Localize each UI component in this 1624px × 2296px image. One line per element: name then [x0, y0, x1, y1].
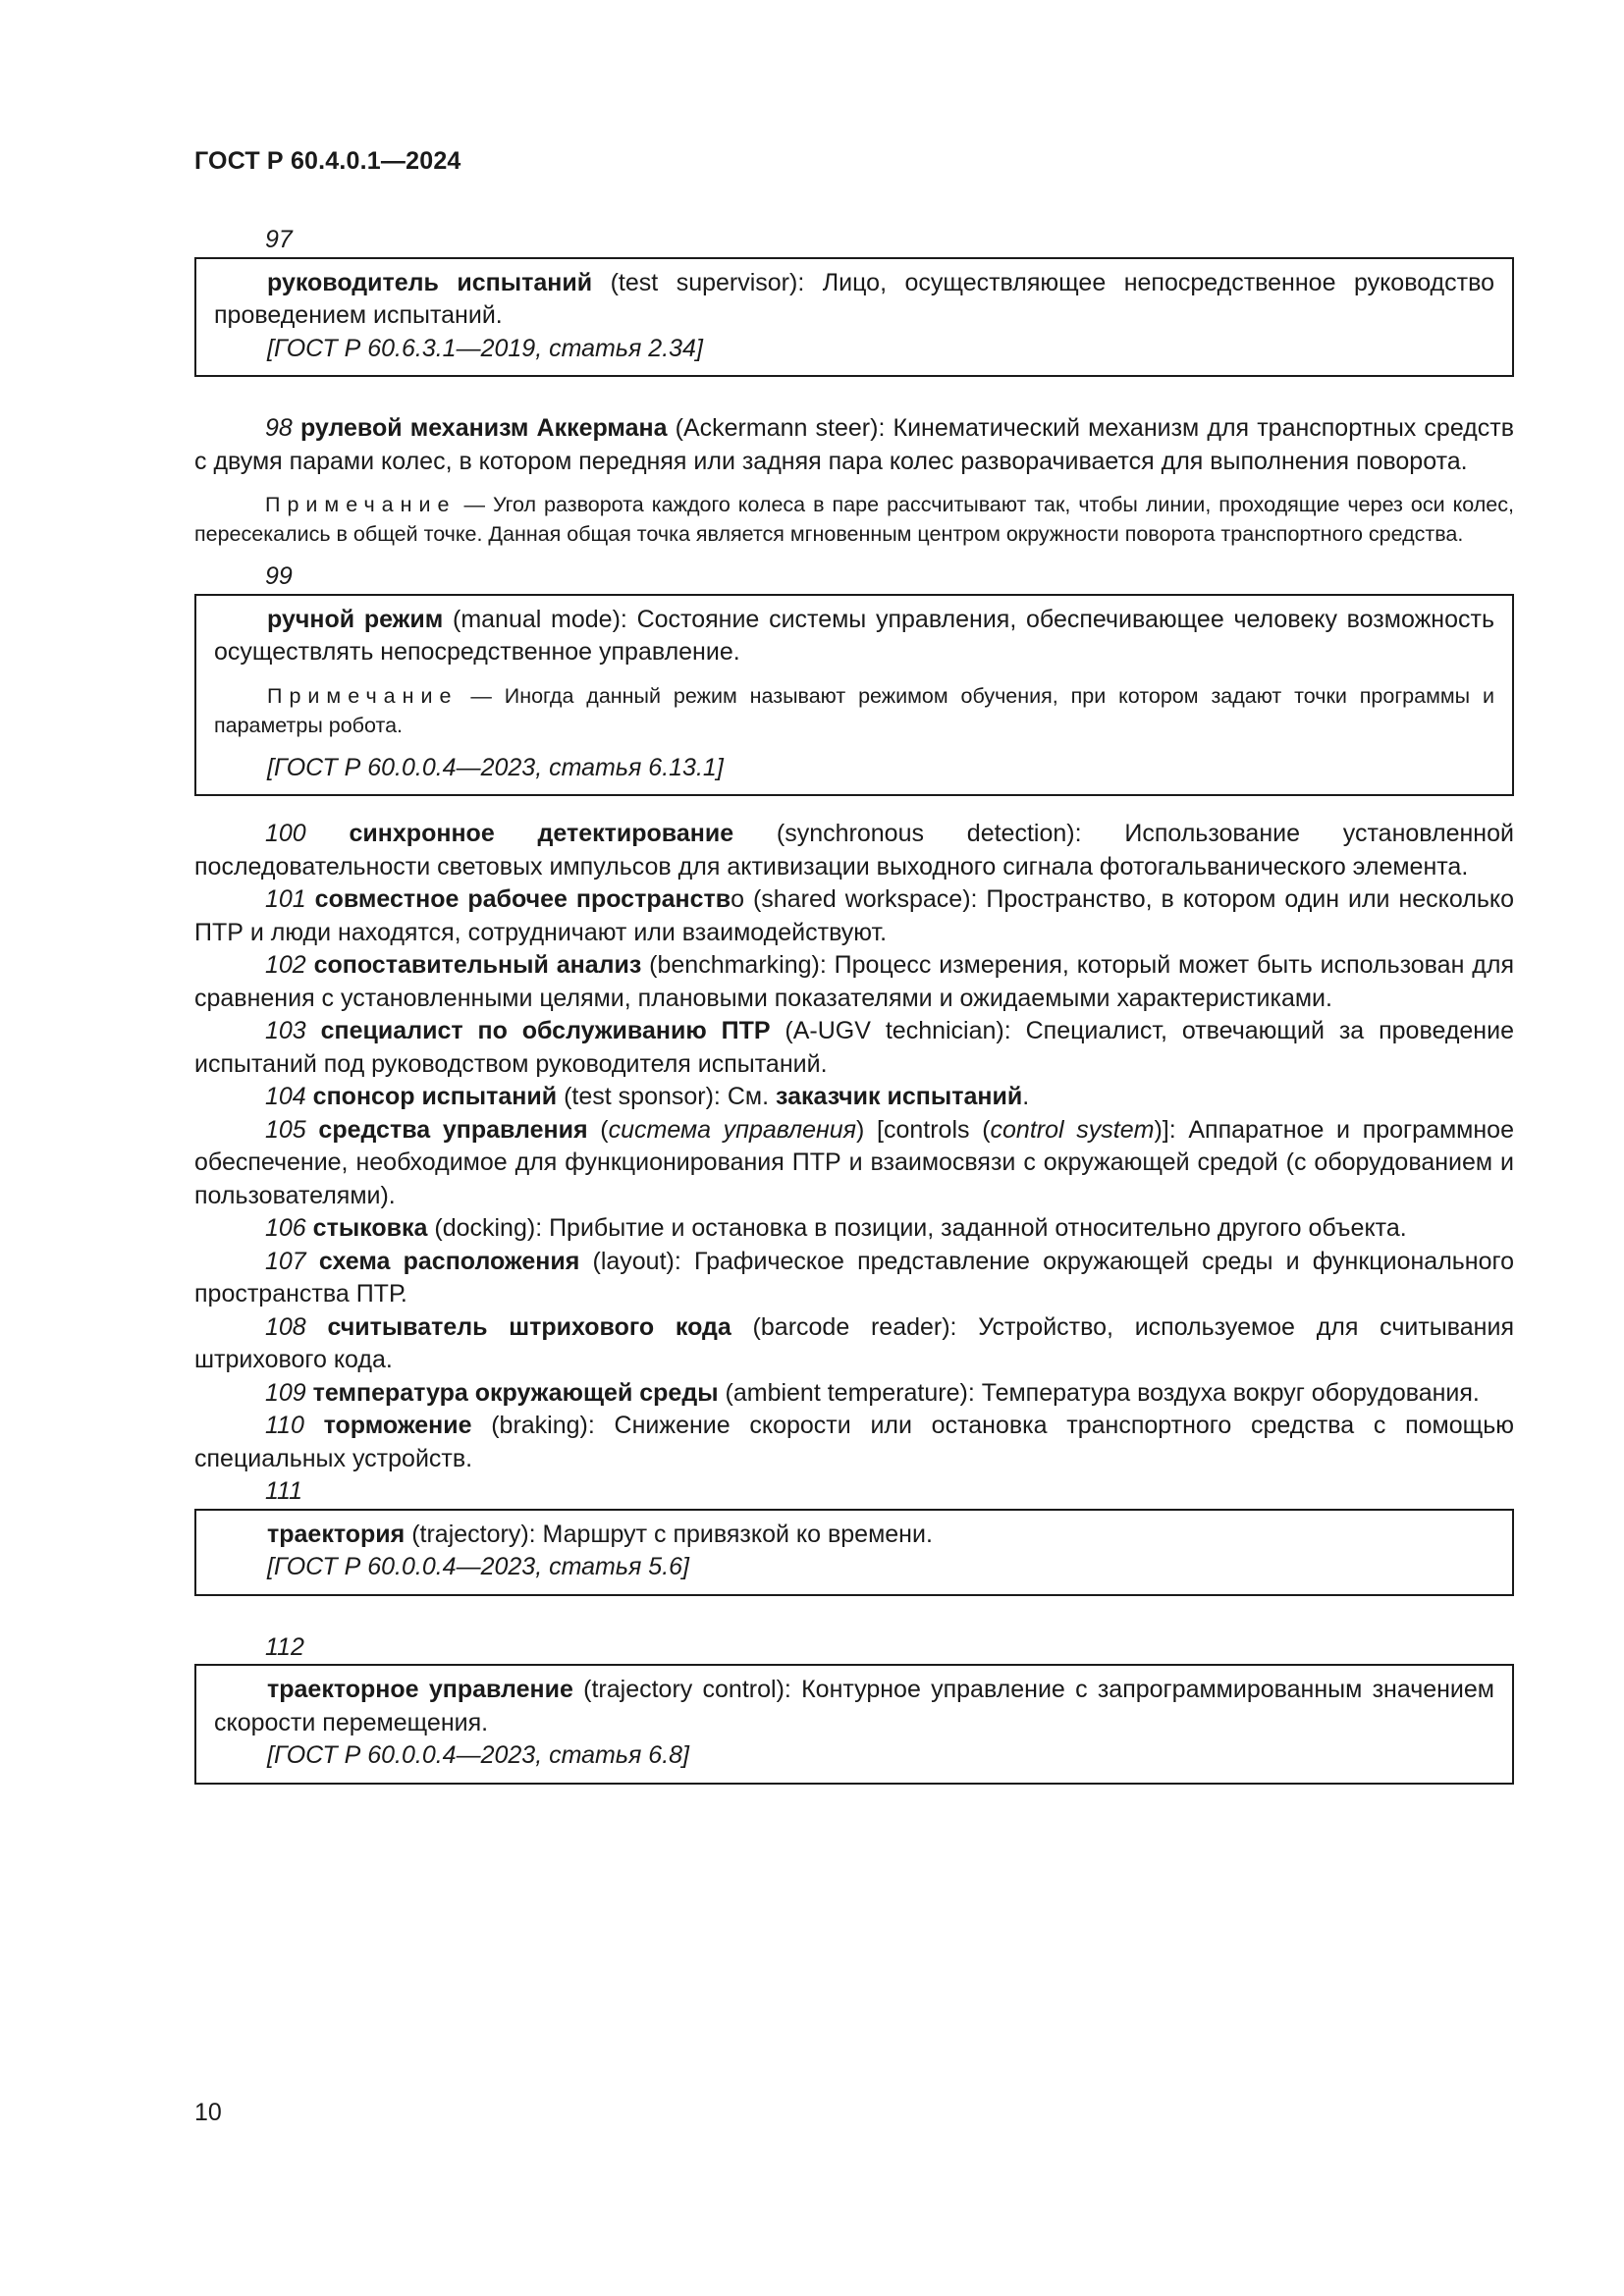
term-source-111: [ГОСТ Р 60.0.0.4—2023, статья 5.6] — [267, 1553, 690, 1580]
term-number-99: 99 — [265, 562, 293, 590]
term-text: (docking): Прибытие и остановка в позиции, заданной относительно другого объекта. — [427, 1214, 1407, 1242]
term-text: (Ackermann steer): Кинематический механизм для транспортных средств с двумя парами колес, в котором передняя или задняя пара колес разворачивается для выполнения поворота. — [194, 414, 1515, 475]
term-text: ( — [587, 1115, 609, 1144]
term-text: (manual mode): Состояние системы управления, обеспечивающее человеку возможность осуществлять непосредственное управление. — [214, 605, 1494, 666]
term-text: о (shared workspace): Пространство, в котором один или несколько ПТР и люди находятся, сотрудничают или взаимодействуют. — [194, 885, 1514, 946]
term-text: (benchmarking): Процесс измерения, который может быть использован для сравнения с установленными целями, плановыми показателями и ожидаемыми характеристиками. — [194, 951, 1514, 1012]
term-box-111 — [194, 1509, 1514, 1596]
term-name: ручной режим — [267, 605, 444, 633]
term-name: рулевой механизм Аккермана — [299, 414, 668, 442]
term-definition-109 — [194, 1377, 1514, 1411]
note-text: — Иногда данный режим называют режимом обучения, при котором задают точки программы и параметры робота. — [214, 683, 1494, 737]
term-definition-100 — [194, 818, 1514, 883]
term-number-112: 112 — [265, 1632, 304, 1661]
term-name: температура окружающей среды — [312, 1378, 719, 1407]
term-number-97: 97 — [265, 226, 293, 253]
term-source-99: [ГОСТ Р 60.0.0.4—2023, статья 6.13.1] — [267, 753, 724, 781]
term-name: спонсор испытаний — [312, 1083, 558, 1110]
term-name: средства управления — [318, 1115, 588, 1144]
term-text: (barcode reader): Устройство, используемое для считывания штрихового кода. — [194, 1312, 1514, 1373]
term-number: 104 — [265, 1083, 306, 1110]
term-number: 103 — [265, 1017, 306, 1044]
term-text: (synchronous detection): Использование установленной последовательности световых импульсов для активизации выходного сигнала фотогальванического элемента. — [194, 820, 1514, 881]
term-definition-98 — [194, 412, 1514, 478]
note-label: Примечание — [265, 493, 457, 516]
term-number: 107 — [265, 1247, 306, 1275]
note-label: Примечание — [267, 683, 459, 708]
term-number: 100 — [265, 820, 306, 847]
term-number: 98 — [265, 414, 293, 442]
term-definition-106 — [194, 1212, 1514, 1246]
term-number: 101 — [265, 885, 306, 913]
term-box-97 — [194, 257, 1514, 378]
term-text: ) [controls ( — [856, 1115, 991, 1144]
term-name: синхронное детектирование — [349, 820, 734, 847]
note-text: — Угол разворота каждого колеса в паре рассчитывают так, чтобы линии, проходящие через оси колес, пересекались в общей точке. Данная общая точка является мгновенным центром окружности поворота транспортного средства. — [194, 493, 1514, 546]
term-number: 105 — [265, 1115, 306, 1144]
term-name: стыковка — [312, 1214, 428, 1242]
term-text: (test sponsor): См. — [557, 1083, 776, 1110]
term-source-97: [ГОСТ Р 60.6.3.1—2019, статья 2.34] — [267, 334, 703, 362]
term-text: (A-UGV technician): Специалист, отвечающий за проведение испытаний под руководством руководителя испытаний. — [194, 1017, 1514, 1078]
term-text: (test supervisor): Лицо, осуществляющее непосредственное руководство проведением испытаний. — [214, 268, 1494, 329]
term-text: )]: Аппаратное и программное обеспечение, необходимое для функционирования ПТР и взаимосвязи с окружающей средой (с оборудованием и пользователями). — [194, 1115, 1514, 1209]
term-box-99 — [194, 594, 1514, 797]
term-name: считыватель штрихового кода — [327, 1312, 731, 1341]
term-source-112: [ГОСТ Р 60.0.0.4—2023, статья 6.8] — [267, 1741, 690, 1769]
term-name: траектория — [267, 1520, 406, 1548]
term-name: траекторное управление — [267, 1676, 573, 1703]
term-definition-105 — [194, 1114, 1514, 1213]
term-number: 102 — [265, 951, 306, 979]
term-definition-102 — [194, 949, 1514, 1015]
term-english-synonym: control system — [990, 1115, 1155, 1144]
document-code-header: ГОСТ Р 60.4.0.1—2024 — [194, 147, 461, 175]
term-definition-101 — [194, 883, 1514, 949]
term-definition-112 — [214, 1674, 1494, 1739]
term-definition-97 — [214, 267, 1494, 333]
term-number: 109 — [265, 1378, 306, 1407]
term-text: (trajectory): Маршрут с привязкой ко времени. — [405, 1520, 933, 1548]
term-text: (braking): Снижение скорости или остановка транспортного средства с помощью специальных устройств. — [194, 1412, 1514, 1472]
terms-content — [194, 224, 1514, 1785]
term-definition-110 — [194, 1410, 1514, 1475]
term-text: (trajectory control): Контурное управление с запрограммированным значением скорости перемещения. — [214, 1676, 1494, 1736]
term-synonym: система управления — [608, 1115, 856, 1144]
term-definition-104 — [194, 1081, 1514, 1114]
term-name: схема расположения — [318, 1247, 580, 1275]
term-definition-99 — [214, 604, 1494, 669]
term-name: сопоставительный анализ — [313, 951, 642, 979]
term-number: 110 — [265, 1412, 304, 1439]
term-name: совместное рабочее пространств — [314, 885, 731, 913]
term-number-111: 111 — [265, 1477, 303, 1505]
term-definition-111 — [214, 1519, 1494, 1552]
note-99 — [214, 681, 1494, 740]
term-definition-108 — [194, 1311, 1514, 1377]
page-number: 10 — [194, 2099, 222, 2126]
term-text: (layout): Графическое представление окружающей среды и функционального пространства ПТР. — [194, 1247, 1514, 1308]
term-definition-103 — [194, 1015, 1514, 1081]
term-reference: заказчик испытаний — [775, 1083, 1023, 1110]
term-box-112 — [194, 1664, 1514, 1785]
term-number: 108 — [265, 1312, 306, 1341]
term-end: . — [1022, 1083, 1030, 1110]
term-text: (ambient temperature): Температура воздуха вокруг оборудования. — [718, 1378, 1480, 1407]
term-number: 106 — [265, 1214, 306, 1242]
term-name: руководитель испытаний — [267, 268, 593, 296]
term-definition-107 — [194, 1246, 1514, 1311]
term-name: торможение — [323, 1412, 472, 1439]
term-name: специалист по обслуживанию ПТР — [320, 1017, 771, 1044]
note-98 — [194, 490, 1514, 549]
